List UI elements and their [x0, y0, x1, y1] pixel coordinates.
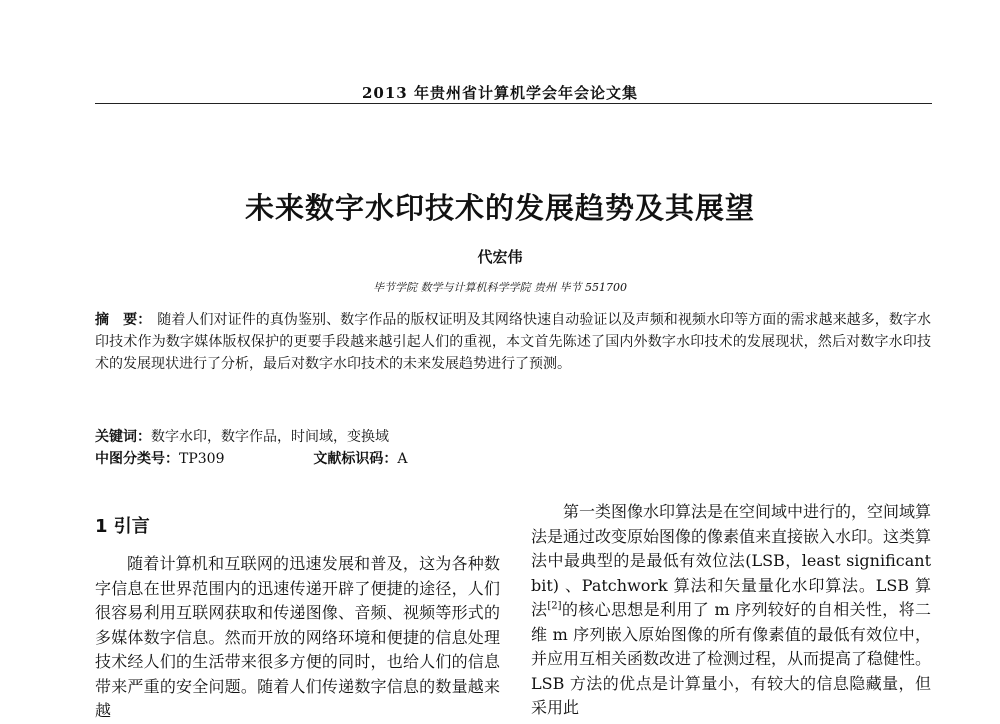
- clc-value: TP309: [179, 451, 225, 467]
- paragraph-part-a: 第一类图像水印算法是在空间域中进行的，空间域算法是通过改变原始图像的像素值来直接嵌入水印。这类算法中最典型的是最低有效位法(LSB，least significant bit) 、Patchwork 算法和矢量量化水印算法。LSB 算法: [531, 502, 932, 619]
- introduction-paragraph: 随着计算机和互联网的迅速发展和普及，这为各种数字信息在世界范围内的迅速传递开辟了便捷的途径，人们很容易利用互联网获取和传递图像、音频、视频等形式的多媒体数字信息。然而开放的网络环境和便捷的信息处理技术经人们的生活带来很多方便的同时，也给人们的信息带来严重的安全问题。随着人们传递数字信息的数量越来越: [95, 554, 500, 720]
- author-name: 代宏伟: [477, 248, 523, 266]
- citation-ref: [2]: [547, 600, 562, 612]
- doc-code-value: A: [397, 451, 408, 467]
- right-column: [531, 500, 931, 721]
- keywords-label: 关键词：: [95, 429, 151, 445]
- author-affiliation: 毕节学院 数学与计算机科学学院 贵州 毕节 551700: [373, 281, 627, 294]
- running-header: 2013 年贵州省计算机学会年会论文集: [362, 84, 638, 102]
- paragraph-part-b: 的核心思想是利用了 m 序列较好的自相关性，将二维 m 序列嵌入原始图像的所有像素值的最低有效位中，并应用互相关函数改进了检测过程，从而提高了稳健性。LSB 方法的优点是计算量小，有较大的信息隐藏量，但采用此: [531, 600, 932, 717]
- abstract-label: 摘 要：: [95, 312, 152, 328]
- clc-label: 中图分类号：: [95, 451, 179, 467]
- keywords-row: [95, 426, 389, 448]
- classification-row: [95, 448, 408, 470]
- spatial-domain-paragraph: [531, 500, 931, 721]
- section-heading-introduction: 1 引言: [95, 516, 150, 537]
- header-rule: [95, 103, 932, 104]
- left-column: [95, 552, 500, 724]
- abstract-text: 随着人们对证件的真伪鉴别、数字作品的版权证明及其网络快速自动验证以及声频和视频水印等方面的需求越来越多，数字水印技术作为数字媒体版权保护的更要手段越来越引起人们的重视，本文首先陈述了国内外数字水印技术的发展现状，然后对数字水印技术的发展现状进行了分析，最后对数字水印技术的未来发展趋势进行了预测。: [95, 312, 932, 372]
- abstract: [95, 309, 931, 375]
- doc-code-label: 文献标识码：: [313, 451, 398, 467]
- paper-title: 未来数字水印技术的发展趋势及其展望: [244, 191, 755, 225]
- keywords-text: 数字水印，数字作品，时间域，变换域: [151, 429, 389, 445]
